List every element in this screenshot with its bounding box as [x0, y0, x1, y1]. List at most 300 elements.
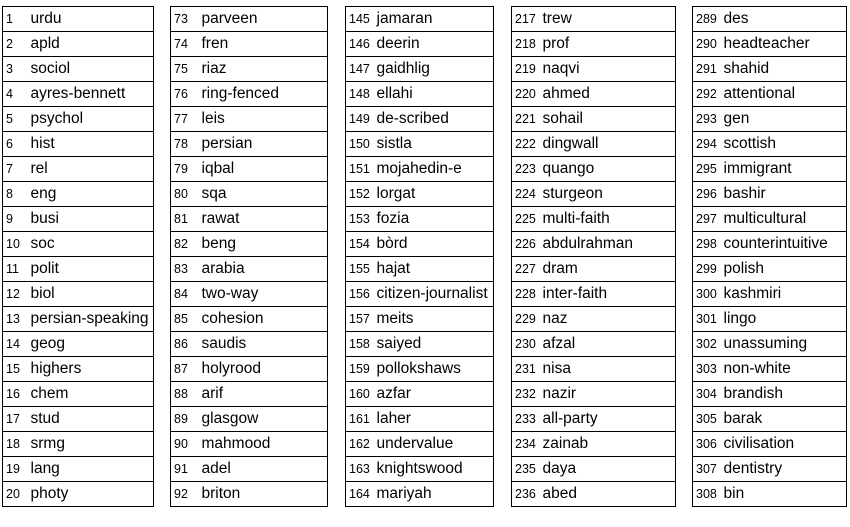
- word-list-column-4: [511, 6, 676, 507]
- word-cell: azfar: [375, 382, 494, 407]
- word-cell: counterintuitive: [722, 232, 847, 257]
- word-cell: briton: [200, 482, 328, 507]
- table-row: [693, 332, 847, 357]
- word-cell: sturgeon: [541, 182, 676, 207]
- table-row: [171, 7, 328, 32]
- word-cell: saudis: [200, 332, 328, 357]
- word-cell: adel: [200, 457, 328, 482]
- word-cell: headteacher: [722, 32, 847, 57]
- row-number: 230: [512, 332, 541, 357]
- row-number: 6: [3, 132, 29, 157]
- word-cell: sqa: [200, 182, 328, 207]
- row-number: 88: [171, 382, 200, 407]
- table-row: [171, 157, 328, 182]
- table-row: [512, 382, 676, 407]
- word-cell: lorgat: [375, 182, 494, 207]
- table-row: [3, 257, 154, 282]
- row-number: 10: [3, 232, 29, 257]
- table-row: [171, 282, 328, 307]
- word-list-column-3: [345, 6, 494, 507]
- table-row: [171, 482, 328, 507]
- table-row: [512, 32, 676, 57]
- table-row: [512, 232, 676, 257]
- row-number: 7: [3, 157, 29, 182]
- row-number: 80: [171, 182, 200, 207]
- word-list-column-2: [170, 6, 328, 507]
- table-row: [346, 457, 494, 482]
- table-row: [693, 432, 847, 457]
- table-row: [512, 207, 676, 232]
- table-row: [693, 57, 847, 82]
- word-cell: bòrd: [375, 232, 494, 257]
- row-number: 292: [693, 82, 722, 107]
- word-cell: soc: [29, 232, 154, 257]
- word-cell: multi-faith: [541, 207, 676, 232]
- table-row: [171, 132, 328, 157]
- row-number: 87: [171, 357, 200, 382]
- table-row: [171, 232, 328, 257]
- word-cell: sistla: [375, 132, 494, 157]
- word-cell: persian: [200, 132, 328, 157]
- row-number: 78: [171, 132, 200, 157]
- row-number: 91: [171, 457, 200, 482]
- table-row: [693, 457, 847, 482]
- word-cell: glasgow: [200, 407, 328, 432]
- row-number: 12: [3, 282, 29, 307]
- row-number: 232: [512, 382, 541, 407]
- table-row: [512, 407, 676, 432]
- table-row: [693, 82, 847, 107]
- row-number: 75: [171, 57, 200, 82]
- table-row: [3, 207, 154, 232]
- row-number: 306: [693, 432, 722, 457]
- word-cell: abed: [541, 482, 676, 507]
- word-cell: mahmood: [200, 432, 328, 457]
- table-row: [171, 382, 328, 407]
- row-number: 150: [346, 132, 375, 157]
- row-number: 157: [346, 307, 375, 332]
- word-cell: shahid: [722, 57, 847, 82]
- row-number: 235: [512, 457, 541, 482]
- word-cell: parveen: [200, 7, 328, 32]
- row-number: 294: [693, 132, 722, 157]
- row-number: 92: [171, 482, 200, 507]
- word-cell: rawat: [200, 207, 328, 232]
- row-number: 3: [3, 57, 29, 82]
- word-cell: ring-fenced: [200, 82, 328, 107]
- row-number: 17: [3, 407, 29, 432]
- word-cell: gaidhlig: [375, 57, 494, 82]
- table-row: [693, 32, 847, 57]
- table-row: [3, 82, 154, 107]
- row-number: 302: [693, 332, 722, 357]
- word-cell: cohesion: [200, 307, 328, 332]
- table-row: [693, 257, 847, 282]
- word-cell: geog: [29, 332, 154, 357]
- row-number: 86: [171, 332, 200, 357]
- table-row: [171, 57, 328, 82]
- table-row: [512, 107, 676, 132]
- row-number: 162: [346, 432, 375, 457]
- row-number: 158: [346, 332, 375, 357]
- row-number: 236: [512, 482, 541, 507]
- table-row: [171, 107, 328, 132]
- row-number: 305: [693, 407, 722, 432]
- word-cell: abdulrahman: [541, 232, 676, 257]
- word-cell: quango: [541, 157, 676, 182]
- row-number: 153: [346, 207, 375, 232]
- word-cell: busi: [29, 207, 154, 232]
- table-row: [171, 32, 328, 57]
- word-cell: des: [722, 7, 847, 32]
- row-number: 81: [171, 207, 200, 232]
- table-row: [3, 407, 154, 432]
- row-number: 74: [171, 32, 200, 57]
- table-row: [171, 357, 328, 382]
- row-number: 79: [171, 157, 200, 182]
- table-row: [512, 257, 676, 282]
- word-cell: ahmed: [541, 82, 676, 107]
- word-cell: mariyah: [375, 482, 494, 507]
- table-row: [3, 357, 154, 382]
- word-cell: dram: [541, 257, 676, 282]
- row-number: 234: [512, 432, 541, 457]
- row-number: 291: [693, 57, 722, 82]
- table-row: [3, 482, 154, 507]
- word-cell: hist: [29, 132, 154, 157]
- row-number: 308: [693, 482, 722, 507]
- row-number: 299: [693, 257, 722, 282]
- word-cell: daya: [541, 457, 676, 482]
- table-row: [346, 257, 494, 282]
- table-row: [346, 432, 494, 457]
- table-row: [693, 282, 847, 307]
- table-row: [693, 382, 847, 407]
- word-cell: gen: [722, 107, 847, 132]
- row-number: 161: [346, 407, 375, 432]
- word-cell: non-white: [722, 357, 847, 382]
- table-row: [346, 232, 494, 257]
- word-cell: trew: [541, 7, 676, 32]
- word-cell: srmg: [29, 432, 154, 457]
- word-cell: prof: [541, 32, 676, 57]
- row-number: 149: [346, 107, 375, 132]
- word-cell: urdu: [29, 7, 154, 32]
- word-cell: dentistry: [722, 457, 847, 482]
- row-number: 2: [3, 32, 29, 57]
- row-number: 218: [512, 32, 541, 57]
- table-row: [512, 332, 676, 357]
- row-number: 89: [171, 407, 200, 432]
- row-number: 293: [693, 107, 722, 132]
- word-cell: scottish: [722, 132, 847, 157]
- row-number: 290: [693, 32, 722, 57]
- row-number: 295: [693, 157, 722, 182]
- row-number: 301: [693, 307, 722, 332]
- word-cell: bin: [722, 482, 847, 507]
- table-row: [3, 57, 154, 82]
- table-row: [693, 182, 847, 207]
- word-cell: pollokshaws: [375, 357, 494, 382]
- table-row: [693, 357, 847, 382]
- row-number: 76: [171, 82, 200, 107]
- word-cell: unassuming: [722, 332, 847, 357]
- table-row: [693, 132, 847, 157]
- row-number: 5: [3, 107, 29, 132]
- row-number: 221: [512, 107, 541, 132]
- word-cell: polish: [722, 257, 847, 282]
- table-row: [346, 282, 494, 307]
- row-number: 298: [693, 232, 722, 257]
- table-row: [171, 182, 328, 207]
- row-number: 296: [693, 182, 722, 207]
- word-cell: polit: [29, 257, 154, 282]
- word-cell: naqvi: [541, 57, 676, 82]
- row-number: 19: [3, 457, 29, 482]
- word-cell: civilisation: [722, 432, 847, 457]
- row-number: 227: [512, 257, 541, 282]
- table-row: [3, 7, 154, 32]
- word-cell: chem: [29, 382, 154, 407]
- word-cell: lang: [29, 457, 154, 482]
- row-number: 77: [171, 107, 200, 132]
- word-cell: photy: [29, 482, 154, 507]
- table-row: [346, 7, 494, 32]
- word-cell: fren: [200, 32, 328, 57]
- row-number: 300: [693, 282, 722, 307]
- row-number: 160: [346, 382, 375, 407]
- row-number: 152: [346, 182, 375, 207]
- table-row: [346, 332, 494, 357]
- row-number: 231: [512, 357, 541, 382]
- table-row: [512, 7, 676, 32]
- word-cell: beng: [200, 232, 328, 257]
- table-row: [512, 157, 676, 182]
- word-cell: nisa: [541, 357, 676, 382]
- table-row: [346, 132, 494, 157]
- table-row: [512, 457, 676, 482]
- table-row: [3, 107, 154, 132]
- table-row: [693, 482, 847, 507]
- row-number: 13: [3, 307, 29, 332]
- table-row: [171, 207, 328, 232]
- row-number: 18: [3, 432, 29, 457]
- row-number: 15: [3, 357, 29, 382]
- row-number: 146: [346, 32, 375, 57]
- table-row: [693, 307, 847, 332]
- word-cell: eng: [29, 182, 154, 207]
- table-row: [171, 82, 328, 107]
- row-number: 16: [3, 382, 29, 407]
- row-number: 223: [512, 157, 541, 182]
- table-row: [346, 107, 494, 132]
- word-cell: arabia: [200, 257, 328, 282]
- table-row: [346, 57, 494, 82]
- word-cell: afzal: [541, 332, 676, 357]
- row-number: 219: [512, 57, 541, 82]
- table-row: [346, 82, 494, 107]
- table-row: [693, 407, 847, 432]
- table-row: [346, 157, 494, 182]
- word-cell: psychol: [29, 107, 154, 132]
- table-row: [3, 282, 154, 307]
- word-list-column-1: [2, 6, 154, 507]
- row-number: 220: [512, 82, 541, 107]
- word-cell: citizen-journalist: [375, 282, 494, 307]
- table-row: [3, 132, 154, 157]
- row-number: 226: [512, 232, 541, 257]
- word-cell: mojahedin-e: [375, 157, 494, 182]
- row-number: 228: [512, 282, 541, 307]
- word-cell: apld: [29, 32, 154, 57]
- row-number: 304: [693, 382, 722, 407]
- row-number: 229: [512, 307, 541, 332]
- word-cell: fozia: [375, 207, 494, 232]
- word-cell: stud: [29, 407, 154, 432]
- word-cell: sociol: [29, 57, 154, 82]
- word-cell: undervalue: [375, 432, 494, 457]
- word-cell: bashir: [722, 182, 847, 207]
- word-cell: de-scribed: [375, 107, 494, 132]
- word-cell: all-party: [541, 407, 676, 432]
- word-cell: knightswood: [375, 457, 494, 482]
- word-cell: persian-speaking: [29, 307, 154, 332]
- row-number: 225: [512, 207, 541, 232]
- word-cell: saiyed: [375, 332, 494, 357]
- table-row: [346, 32, 494, 57]
- word-cell: immigrant: [722, 157, 847, 182]
- table-row: [693, 7, 847, 32]
- row-number: 148: [346, 82, 375, 107]
- table-row: [171, 457, 328, 482]
- row-number: 73: [171, 7, 200, 32]
- word-cell: sohail: [541, 107, 676, 132]
- row-number: 222: [512, 132, 541, 157]
- word-cell: rel: [29, 157, 154, 182]
- row-number: 90: [171, 432, 200, 457]
- table-row: [346, 357, 494, 382]
- word-cell: deerin: [375, 32, 494, 57]
- table-row: [512, 482, 676, 507]
- word-cell: leis: [200, 107, 328, 132]
- row-number: 20: [3, 482, 29, 507]
- table-row: [693, 157, 847, 182]
- table-row: [171, 432, 328, 457]
- row-number: 9: [3, 207, 29, 232]
- table-row: [346, 482, 494, 507]
- word-cell: attentional: [722, 82, 847, 107]
- table-row: [171, 257, 328, 282]
- word-cell: ellahi: [375, 82, 494, 107]
- word-list-column-5: [692, 6, 847, 507]
- row-number: 154: [346, 232, 375, 257]
- table-row: [693, 207, 847, 232]
- table-row: [3, 307, 154, 332]
- table-row: [346, 182, 494, 207]
- word-cell: arif: [200, 382, 328, 407]
- word-cell: meits: [375, 307, 494, 332]
- table-row: [3, 457, 154, 482]
- row-number: 145: [346, 7, 375, 32]
- row-number: 297: [693, 207, 722, 232]
- table-row: [171, 332, 328, 357]
- word-cell: riaz: [200, 57, 328, 82]
- word-cell: lingo: [722, 307, 847, 332]
- row-number: 233: [512, 407, 541, 432]
- word-cell: ayres-bennett: [29, 82, 154, 107]
- word-cell: iqbal: [200, 157, 328, 182]
- table-row: [512, 357, 676, 382]
- row-number: 224: [512, 182, 541, 207]
- row-number: 156: [346, 282, 375, 307]
- row-number: 4: [3, 82, 29, 107]
- row-number: 85: [171, 307, 200, 332]
- row-number: 303: [693, 357, 722, 382]
- table-row: [512, 282, 676, 307]
- word-cell: nazir: [541, 382, 676, 407]
- word-cell: holyrood: [200, 357, 328, 382]
- table-row: [693, 107, 847, 132]
- row-number: 155: [346, 257, 375, 282]
- table-row: [346, 207, 494, 232]
- row-number: 82: [171, 232, 200, 257]
- table-row: [171, 407, 328, 432]
- word-cell: barak: [722, 407, 847, 432]
- word-cell: naz: [541, 307, 676, 332]
- row-number: 147: [346, 57, 375, 82]
- table-row: [3, 382, 154, 407]
- table-row: [512, 182, 676, 207]
- table-row: [171, 307, 328, 332]
- row-number: 14: [3, 332, 29, 357]
- row-number: 83: [171, 257, 200, 282]
- word-cell: hajat: [375, 257, 494, 282]
- table-row: [512, 307, 676, 332]
- table-row: [3, 182, 154, 207]
- row-number: 151: [346, 157, 375, 182]
- word-cell: inter-faith: [541, 282, 676, 307]
- table-row: [512, 132, 676, 157]
- word-cell: jamaran: [375, 7, 494, 32]
- table-row: [346, 382, 494, 407]
- row-number: 11: [3, 257, 29, 282]
- row-number: 84: [171, 282, 200, 307]
- table-row: [3, 432, 154, 457]
- row-number: 164: [346, 482, 375, 507]
- word-cell: laher: [375, 407, 494, 432]
- table-row: [3, 232, 154, 257]
- word-cell: biol: [29, 282, 154, 307]
- row-number: 289: [693, 7, 722, 32]
- word-cell: kashmiri: [722, 282, 847, 307]
- table-row: [512, 432, 676, 457]
- word-cell: dingwall: [541, 132, 676, 157]
- table-row: [512, 57, 676, 82]
- table-row: [346, 307, 494, 332]
- table-row: [3, 32, 154, 57]
- word-cell: highers: [29, 357, 154, 382]
- row-number: 163: [346, 457, 375, 482]
- table-row: [346, 407, 494, 432]
- table-row: [693, 232, 847, 257]
- table-row: [3, 157, 154, 182]
- word-cell: zainab: [541, 432, 676, 457]
- table-row: [512, 82, 676, 107]
- row-number: 159: [346, 357, 375, 382]
- word-cell: multicultural: [722, 207, 847, 232]
- word-cell: two-way: [200, 282, 328, 307]
- row-number: 307: [693, 457, 722, 482]
